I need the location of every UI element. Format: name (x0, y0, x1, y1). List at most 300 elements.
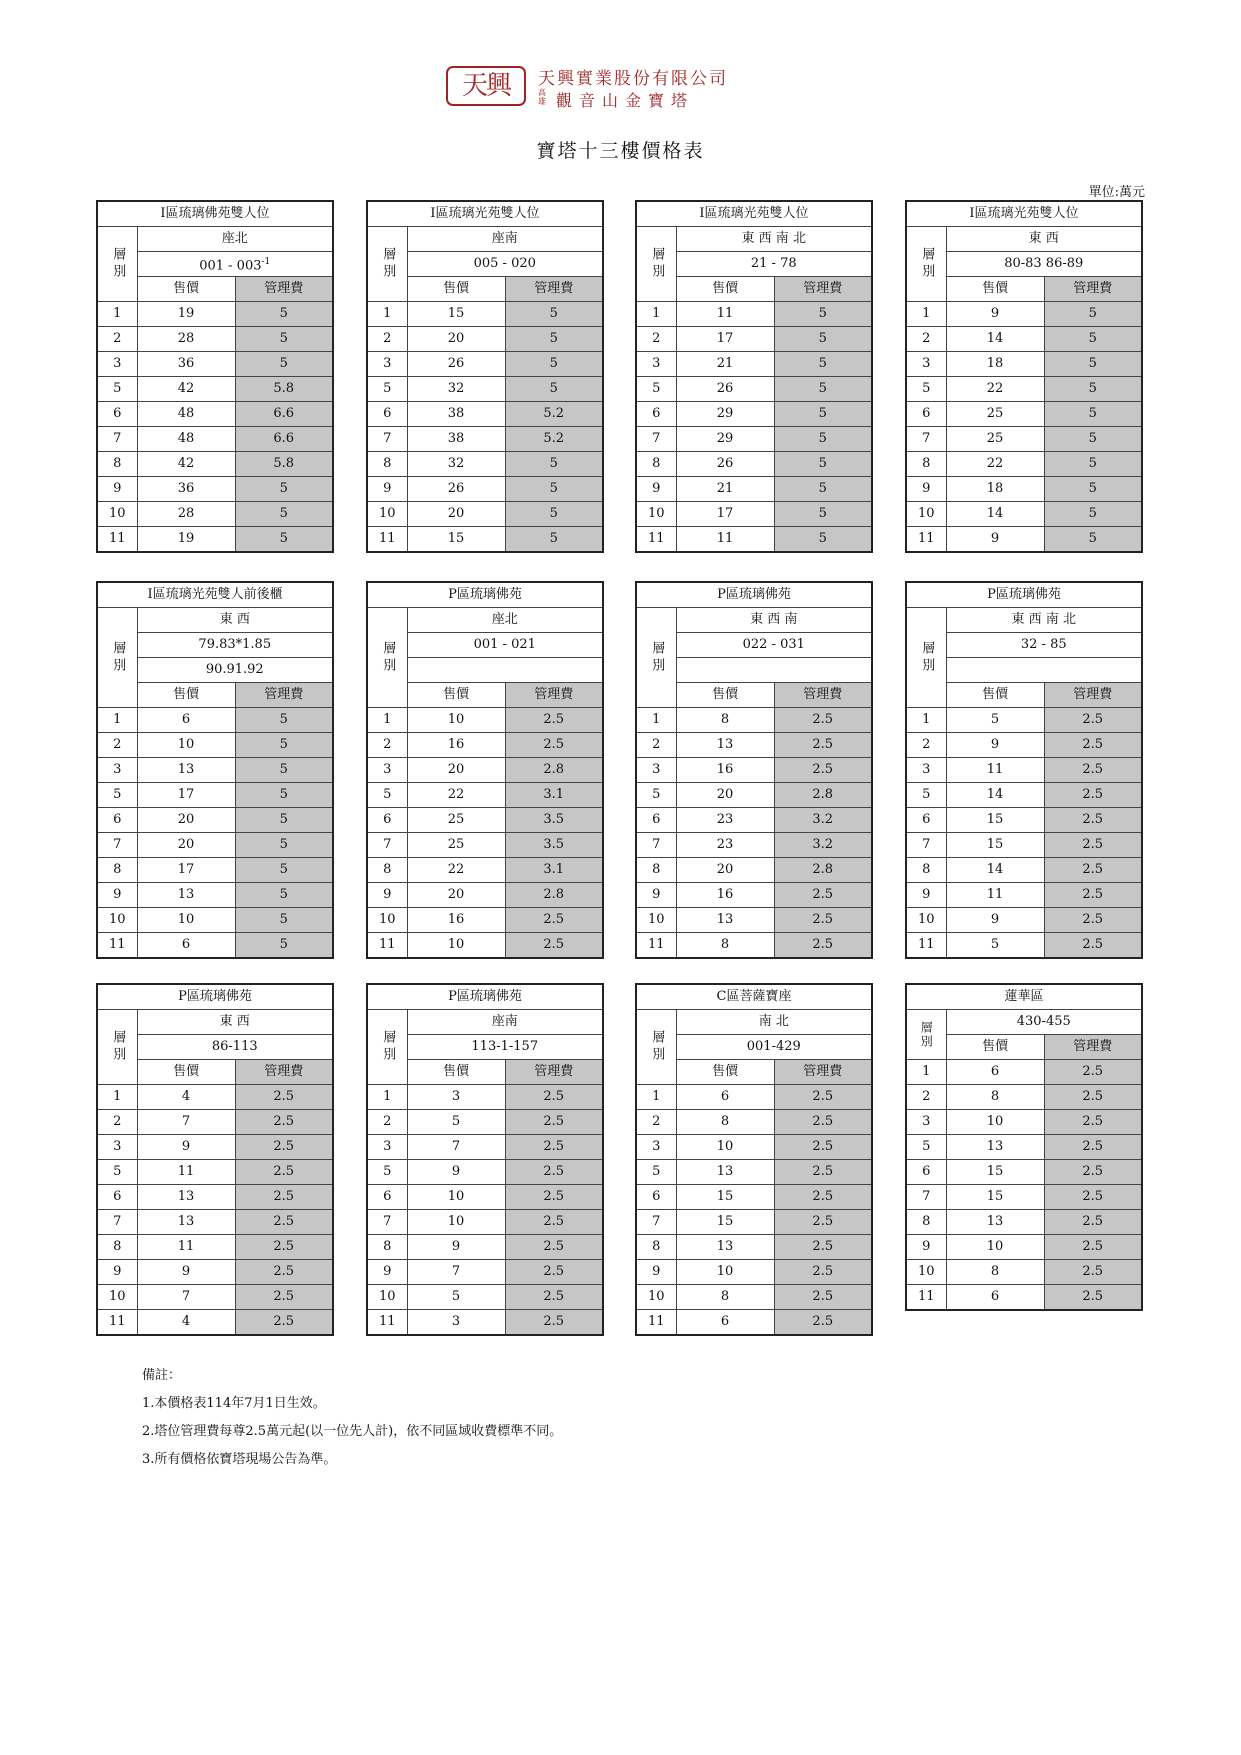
price-cell: 7 (407, 1135, 505, 1160)
price-cell: 14 (946, 502, 1044, 527)
floor-cell: 11 (367, 527, 407, 553)
price-cell: 11 (676, 527, 774, 553)
fee-cell: 2.5 (774, 1110, 872, 1135)
fee-cell: 5 (1044, 302, 1142, 327)
price-cell: 10 (407, 1210, 505, 1235)
fee-cell: 2.5 (774, 1210, 872, 1235)
floor-cell: 11 (367, 1310, 407, 1336)
table-row (636, 1260, 872, 1285)
floor-header: 層別 (367, 1010, 407, 1085)
floor-cell: 9 (636, 883, 676, 908)
price-cell: 14 (946, 858, 1044, 883)
price-table (96, 581, 334, 959)
table-sub-row (906, 1010, 1142, 1035)
floor-cell: 5 (97, 1160, 137, 1185)
price-header: 售價 (946, 277, 1044, 302)
table-row (906, 858, 1142, 883)
table-row (367, 1260, 603, 1285)
price-cell: 5 (407, 1285, 505, 1310)
range-label: 022 - 031 (676, 633, 872, 658)
range-label-2 (407, 658, 603, 683)
table-row (636, 1310, 872, 1336)
price-cell: 13 (137, 758, 235, 783)
floor-cell: 7 (97, 833, 137, 858)
table-row (97, 808, 333, 833)
price-cell: 22 (946, 377, 1044, 402)
floor-cell: 6 (636, 808, 676, 833)
fee-cell: 3.2 (774, 833, 872, 858)
price-cell: 6 (946, 1060, 1044, 1085)
fee-cell: 2.5 (235, 1235, 333, 1260)
price-cell: 10 (946, 1110, 1044, 1135)
price-cell: 32 (407, 452, 505, 477)
price-cell: 17 (676, 502, 774, 527)
floor-cell: 1 (636, 302, 676, 327)
note-item-2: 2.塔位管理費每尊2.5萬元起(以一位先人計)，依不同區域收費標準不同。 (142, 1424, 563, 1439)
table-row (636, 502, 872, 527)
price-cell: 22 (946, 452, 1044, 477)
price-cell: 13 (676, 733, 774, 758)
table-row (367, 1210, 603, 1235)
fee-cell: 2.5 (505, 1110, 603, 1135)
floor-cell: 9 (97, 1260, 137, 1285)
floor-cell: 5 (97, 377, 137, 402)
floor-cell: 5 (367, 1160, 407, 1185)
price-cell: 3 (407, 1310, 505, 1336)
floor-cell: 11 (97, 933, 137, 959)
price-cell: 9 (946, 733, 1044, 758)
floor-cell: 2 (367, 327, 407, 352)
fee-cell: 5 (235, 708, 333, 733)
table-row (906, 833, 1142, 858)
table-row (367, 1285, 603, 1310)
table-row (906, 808, 1142, 833)
table-title-row (906, 984, 1142, 1010)
price-cell: 20 (407, 883, 505, 908)
fee-cell: 2.5 (1044, 733, 1142, 758)
table-title: 蓮華區 (906, 984, 1142, 1010)
table-title-row (636, 582, 872, 608)
fee-cell: 2.5 (1044, 833, 1142, 858)
fee-cell: 5 (235, 758, 333, 783)
fee-cell: 2.5 (235, 1135, 333, 1160)
floor-cell: 1 (906, 708, 946, 733)
fee-cell: 2.5 (1044, 783, 1142, 808)
floor-cell: 8 (636, 1235, 676, 1260)
fee-cell: 2.5 (1044, 883, 1142, 908)
price-cell: 26 (407, 352, 505, 377)
table-row (906, 1135, 1142, 1160)
table-row (367, 733, 603, 758)
floor-cell: 7 (97, 427, 137, 452)
table-row (97, 1260, 333, 1285)
range-label-2 (946, 658, 1142, 683)
table-row (97, 427, 333, 452)
price-cell: 10 (407, 1185, 505, 1210)
price-cell: 15 (946, 1160, 1044, 1185)
floor-cell: 8 (636, 858, 676, 883)
price-cell: 13 (676, 908, 774, 933)
floor-cell: 9 (97, 477, 137, 502)
table-row (97, 327, 333, 352)
fee-cell: 2.5 (1044, 908, 1142, 933)
price-cell: 5 (407, 1110, 505, 1135)
floor-cell: 1 (636, 708, 676, 733)
price-cell: 48 (137, 427, 235, 452)
table-row (367, 502, 603, 527)
fee-cell: 5 (1044, 402, 1142, 427)
floor-cell: 7 (367, 833, 407, 858)
table-row (636, 1235, 872, 1260)
floor-cell: 10 (906, 1260, 946, 1285)
floor-cell: 11 (367, 933, 407, 959)
price-cell: 15 (407, 527, 505, 553)
fee-cell: 2.5 (505, 1260, 603, 1285)
table-row (906, 733, 1142, 758)
table-title: P區琉璃佛苑 (367, 984, 603, 1010)
price-cell: 15 (946, 833, 1044, 858)
table-row (906, 502, 1142, 527)
table-row (97, 1235, 333, 1260)
fee-cell: 2.5 (774, 1235, 872, 1260)
price-cell: 21 (676, 352, 774, 377)
price-cell: 28 (137, 502, 235, 527)
price-cell: 8 (676, 1110, 774, 1135)
floor-cell: 10 (636, 502, 676, 527)
fee-cell: 2.5 (774, 1135, 872, 1160)
floor-cell: 11 (906, 527, 946, 553)
table-row (636, 833, 872, 858)
fee-cell: 3.5 (505, 808, 603, 833)
price-cell: 8 (676, 933, 774, 959)
price-cell: 13 (676, 1160, 774, 1185)
location-label: 高雄 (538, 88, 546, 106)
fee-cell: 2.5 (1044, 1085, 1142, 1110)
table-row (97, 1110, 333, 1135)
fee-cell: 2.8 (774, 858, 872, 883)
price-table (96, 983, 334, 1336)
floor-cell: 2 (367, 1110, 407, 1135)
floor-cell: 6 (906, 402, 946, 427)
range-label: 86-113 (137, 1035, 333, 1060)
table-row (97, 1085, 333, 1110)
fee-cell: 2.5 (1044, 1285, 1142, 1311)
table-row (367, 527, 603, 553)
table-row (906, 477, 1142, 502)
range-label: 21 - 78 (676, 252, 872, 277)
table-row (97, 908, 333, 933)
table-row (636, 908, 872, 933)
direction-label: 東 西 (137, 1010, 333, 1035)
floor-cell: 9 (906, 1235, 946, 1260)
price-cell: 15 (676, 1210, 774, 1235)
table-title-row (367, 984, 603, 1010)
table-title: C區菩薩寶座 (636, 984, 872, 1010)
fee-cell: 5.8 (235, 452, 333, 477)
direction-label: 座南 (407, 1010, 603, 1035)
table-title: I區琉璃光苑雙人前後櫃 (97, 582, 333, 608)
floor-cell: 1 (906, 1060, 946, 1085)
floor-cell: 1 (97, 302, 137, 327)
fee-cell: 2.5 (1044, 858, 1142, 883)
direction-label: 座北 (407, 608, 603, 633)
table-row (906, 883, 1142, 908)
range-label: 001-429 (676, 1035, 872, 1060)
fee-cell: 5 (1044, 527, 1142, 553)
fee-cell: 5 (1044, 327, 1142, 352)
floor-cell: 8 (367, 452, 407, 477)
floor-cell: 7 (636, 1210, 676, 1235)
company-name: 天興實業股份有限公司 (538, 69, 728, 89)
fee-cell: 2.5 (774, 883, 872, 908)
fee-header: 管理費 (235, 277, 333, 302)
floor-cell: 2 (367, 733, 407, 758)
table-row (367, 908, 603, 933)
table-row (97, 1160, 333, 1185)
table-title: P區琉璃佛苑 (636, 582, 872, 608)
price-cell: 13 (946, 1210, 1044, 1235)
price-cell: 42 (137, 452, 235, 477)
floor-cell: 3 (97, 758, 137, 783)
fee-cell: 5 (774, 352, 872, 377)
floor-cell: 10 (906, 502, 946, 527)
floor-cell: 11 (636, 1310, 676, 1336)
price-header: 售價 (946, 1035, 1044, 1060)
price-cell: 15 (676, 1185, 774, 1210)
fee-cell: 5 (235, 352, 333, 377)
table-row (636, 452, 872, 477)
price-cell: 6 (676, 1310, 774, 1336)
table-title: P區琉璃佛苑 (97, 984, 333, 1010)
fee-cell: 5 (1044, 452, 1142, 477)
table-row (367, 1235, 603, 1260)
table-row (636, 708, 872, 733)
fee-cell: 2.5 (1044, 1160, 1142, 1185)
floor-cell: 8 (636, 452, 676, 477)
fee-cell: 3.1 (505, 783, 603, 808)
price-cell: 10 (407, 708, 505, 733)
floor-cell: 5 (636, 783, 676, 808)
fee-cell: 5 (235, 808, 333, 833)
price-header: 售價 (676, 277, 774, 302)
floor-cell: 6 (906, 808, 946, 833)
price-cell: 21 (676, 477, 774, 502)
table-title-row (636, 201, 872, 227)
fee-header: 管理費 (774, 1060, 872, 1085)
price-header: 售價 (407, 277, 505, 302)
table-row (636, 477, 872, 502)
table-row (906, 1185, 1142, 1210)
price-cell: 11 (137, 1160, 235, 1185)
table-row (636, 527, 872, 553)
price-cell: 36 (137, 477, 235, 502)
fee-cell: 2.5 (505, 933, 603, 959)
price-cell: 28 (137, 327, 235, 352)
floor-cell: 3 (636, 352, 676, 377)
fee-cell: 5 (774, 527, 872, 553)
floor-cell: 3 (636, 758, 676, 783)
price-cell: 9 (407, 1235, 505, 1260)
fee-cell: 5 (505, 477, 603, 502)
price-cell: 10 (137, 908, 235, 933)
fee-cell: 2.5 (235, 1260, 333, 1285)
price-cell: 8 (946, 1260, 1044, 1285)
floor-cell: 1 (367, 708, 407, 733)
table-row (367, 783, 603, 808)
table-row (97, 1185, 333, 1210)
fee-header: 管理費 (235, 683, 333, 708)
table-row (906, 1260, 1142, 1285)
fee-cell: 2.5 (505, 1210, 603, 1235)
price-cell: 10 (676, 1135, 774, 1160)
fee-cell: 5 (235, 502, 333, 527)
price-cell: 14 (946, 783, 1044, 808)
price-cell: 19 (137, 302, 235, 327)
fee-cell: 2.5 (774, 1085, 872, 1110)
company-logo: 天興 (446, 66, 526, 106)
floor-cell: 1 (97, 1085, 137, 1110)
table-sub-row (97, 227, 333, 252)
fee-cell: 2.5 (774, 1310, 872, 1336)
fee-cell: 5 (1044, 502, 1142, 527)
table-sub-row (97, 608, 333, 633)
fee-cell: 6.6 (235, 402, 333, 427)
fee-cell: 2.5 (1044, 933, 1142, 959)
price-cell: 13 (946, 1135, 1044, 1160)
floor-cell: 2 (906, 327, 946, 352)
table-sub-row (367, 227, 603, 252)
table-row (906, 1210, 1142, 1235)
floor-cell: 6 (367, 1185, 407, 1210)
floor-header: 層別 (636, 1010, 676, 1085)
price-cell: 20 (407, 758, 505, 783)
floor-cell: 9 (97, 883, 137, 908)
floor-cell: 6 (636, 1185, 676, 1210)
price-cell: 4 (137, 1085, 235, 1110)
floor-cell: 5 (906, 1135, 946, 1160)
table-row (367, 477, 603, 502)
fee-cell: 5 (235, 783, 333, 808)
table-title-row (97, 201, 333, 227)
price-cell: 20 (676, 858, 774, 883)
table-row (906, 908, 1142, 933)
fee-cell: 5 (235, 302, 333, 327)
fee-cell: 5 (235, 858, 333, 883)
range-label: 005 - 020 (407, 252, 603, 277)
fee-cell: 3.5 (505, 833, 603, 858)
fee-cell: 3.1 (505, 858, 603, 883)
price-cell: 13 (137, 1185, 235, 1210)
floor-cell: 9 (906, 477, 946, 502)
table-row (97, 477, 333, 502)
floor-cell: 9 (636, 1260, 676, 1285)
table-title: P區琉璃佛苑 (367, 582, 603, 608)
floor-cell: 6 (906, 1160, 946, 1185)
price-cell: 25 (407, 833, 505, 858)
fee-cell: 5 (505, 452, 603, 477)
floor-cell: 6 (636, 402, 676, 427)
floor-cell: 10 (97, 908, 137, 933)
table-sub-row (97, 1010, 333, 1035)
table-row (367, 758, 603, 783)
fee-cell: 2.5 (1044, 1060, 1142, 1085)
floor-cell: 8 (97, 1235, 137, 1260)
price-cell: 25 (946, 427, 1044, 452)
fee-cell: 5 (235, 527, 333, 553)
fee-cell: 5 (235, 733, 333, 758)
range-superscript: -1 (261, 256, 271, 267)
floor-cell: 8 (97, 452, 137, 477)
price-header: 售價 (137, 1060, 235, 1085)
fee-cell: 5 (774, 377, 872, 402)
table-sub-row (906, 608, 1142, 633)
floor-cell: 6 (97, 808, 137, 833)
fee-cell: 2.5 (1044, 1135, 1142, 1160)
price-table (635, 983, 873, 1336)
fee-cell: 5 (505, 377, 603, 402)
price-cell: 5 (946, 933, 1044, 959)
table-row (367, 352, 603, 377)
fee-cell: 2.8 (505, 758, 603, 783)
table-row (367, 1185, 603, 1210)
table-row (636, 883, 872, 908)
price-cell: 23 (676, 833, 774, 858)
table-row (97, 452, 333, 477)
fee-cell: 6.6 (235, 427, 333, 452)
table-row (906, 1110, 1142, 1135)
floor-cell: 9 (636, 477, 676, 502)
fee-cell: 2.5 (235, 1285, 333, 1310)
price-cell: 15 (407, 302, 505, 327)
price-table (96, 200, 334, 553)
fee-cell: 2.5 (774, 1285, 872, 1310)
table-row (636, 402, 872, 427)
table-row (97, 708, 333, 733)
note-item-1: 1.本價格表114年7月1日生效。 (142, 1396, 326, 1411)
price-cell: 10 (137, 733, 235, 758)
table-row (367, 1085, 603, 1110)
table-row (906, 402, 1142, 427)
floor-cell: 3 (367, 758, 407, 783)
fee-cell: 2.8 (774, 783, 872, 808)
floor-cell: 11 (906, 933, 946, 959)
floor-cell: 5 (636, 377, 676, 402)
fee-cell: 2.5 (1044, 1185, 1142, 1210)
table-row (906, 758, 1142, 783)
direction-label: 東 西 南 北 (676, 227, 872, 252)
fee-cell: 5 (235, 477, 333, 502)
floor-cell: 2 (636, 327, 676, 352)
table-row (97, 302, 333, 327)
floor-cell: 6 (367, 402, 407, 427)
table-title: I區琉璃佛苑雙人位 (97, 201, 333, 227)
table-row (906, 327, 1142, 352)
fee-cell: 5 (235, 327, 333, 352)
table-row (367, 452, 603, 477)
price-cell: 9 (946, 527, 1044, 553)
table-row (906, 1085, 1142, 1110)
table-row (97, 1310, 333, 1336)
table-title: I區琉璃光苑雙人位 (906, 201, 1142, 227)
price-cell: 8 (676, 1285, 774, 1310)
fee-cell: 5 (235, 933, 333, 959)
price-cell: 15 (946, 1185, 1044, 1210)
table-sub-row (906, 227, 1142, 252)
price-cell: 10 (407, 933, 505, 959)
range-label: 430-455 (946, 1010, 1142, 1035)
price-cell: 29 (676, 402, 774, 427)
price-cell: 20 (137, 833, 235, 858)
